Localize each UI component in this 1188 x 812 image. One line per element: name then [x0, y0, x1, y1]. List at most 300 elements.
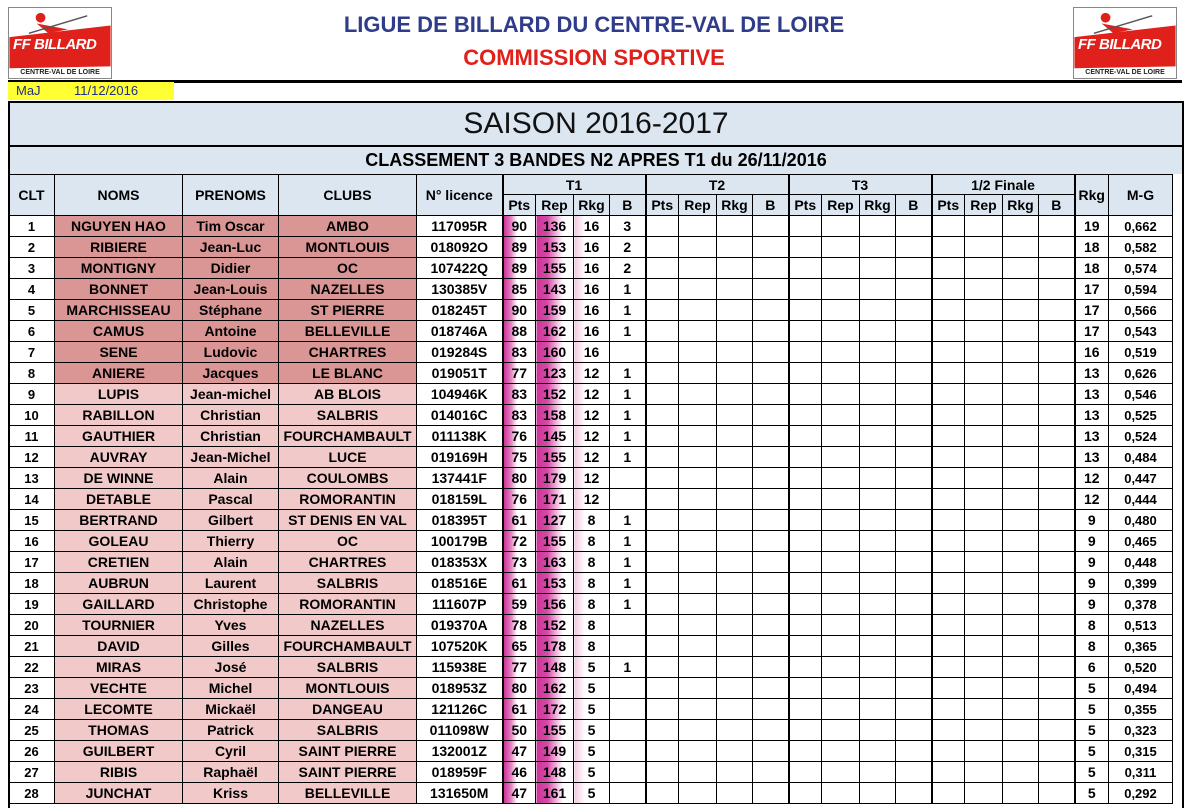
cell-clt: 20 — [9, 615, 55, 636]
empty-score-cell — [965, 447, 1003, 468]
empty-score-cell — [789, 489, 822, 510]
cell-rkg-total: 9 — [1075, 552, 1109, 573]
empty-score-cell — [965, 699, 1003, 720]
empty-score-cell — [717, 489, 753, 510]
empty-score-cell — [753, 573, 789, 594]
cell-nom: THOMAS — [55, 720, 183, 741]
empty-score-cell — [822, 783, 860, 804]
cell-t1-rkg: 8 — [574, 615, 610, 636]
empty-score-cell — [965, 216, 1003, 237]
empty-score-cell — [646, 363, 679, 384]
cell-rkg-total: 16 — [1075, 342, 1109, 363]
empty-score-cell — [679, 594, 717, 615]
empty-score-cell — [1003, 405, 1039, 426]
table-row — [9, 216, 1173, 237]
empty-score-cell — [753, 678, 789, 699]
empty-score-cell — [753, 468, 789, 489]
empty-score-cell — [679, 426, 717, 447]
empty-score-cell — [1039, 384, 1075, 405]
empty-score-cell — [1039, 531, 1075, 552]
empty-score-cell — [822, 468, 860, 489]
cell-club: FOURCHAMBAULT — [279, 426, 417, 447]
cell-t1-pts: 80 — [503, 468, 536, 489]
cell-rkg-total: 5 — [1075, 741, 1109, 762]
cell-clt: 4 — [9, 279, 55, 300]
empty-score-cell — [753, 216, 789, 237]
table-row — [9, 741, 1173, 762]
cell-t1-pts: 89 — [503, 258, 536, 279]
cell-t1-b: 2 — [610, 258, 646, 279]
cell-t1-pts: 88 — [503, 321, 536, 342]
cell-club: AMBO — [279, 216, 417, 237]
cell-t1-rkg: 16 — [574, 216, 610, 237]
cell-t1-pts: 85 — [503, 279, 536, 300]
cell-t1-pts: 83 — [503, 384, 536, 405]
cell-club: ST DENIS EN VAL — [279, 510, 417, 531]
cell-club: SAINT PIERRE — [279, 762, 417, 783]
empty-score-cell — [1039, 279, 1075, 300]
empty-score-cell — [679, 216, 717, 237]
empty-score-cell — [679, 300, 717, 321]
empty-score-cell — [965, 468, 1003, 489]
table-row — [9, 699, 1173, 720]
empty-score-cell — [860, 741, 896, 762]
cell-mg: 0,480 — [1109, 510, 1173, 531]
cell-nom: AUVRAY — [55, 447, 183, 468]
cell-mg: 0,292 — [1109, 783, 1173, 804]
cell-prenom: Jacques — [183, 363, 279, 384]
cell-t1-pts: 89 — [503, 237, 536, 258]
cell-t1-rkg: 5 — [574, 657, 610, 678]
table-row — [9, 573, 1173, 594]
empty-score-cell — [679, 237, 717, 258]
table-row — [9, 426, 1173, 447]
cell-nom: GAILLARD — [55, 594, 183, 615]
empty-score-cell — [753, 762, 789, 783]
empty-score-cell — [1039, 762, 1075, 783]
cell-t1-pts: 77 — [503, 363, 536, 384]
cell-prenom: Christian — [183, 426, 279, 447]
empty-score-cell — [1003, 363, 1039, 384]
table-row — [9, 510, 1173, 531]
cell-t1-b — [610, 342, 646, 363]
cell-prenom: Ludovic — [183, 342, 279, 363]
empty-score-cell — [1003, 594, 1039, 615]
empty-score-cell — [896, 363, 932, 384]
cell-licence: 018959F — [417, 762, 503, 783]
cell-t1-pts: 61 — [503, 699, 536, 720]
cell-t1-rkg: 12 — [574, 384, 610, 405]
empty-score-cell — [822, 720, 860, 741]
cell-mg: 0,494 — [1109, 678, 1173, 699]
empty-score-cell — [646, 657, 679, 678]
empty-score-cell — [753, 510, 789, 531]
empty-score-cell — [965, 615, 1003, 636]
cell-nom: MARCHISSEAU — [55, 300, 183, 321]
cell-prenom: Jean-Michel — [183, 447, 279, 468]
cell-prenom: Cyril — [183, 741, 279, 762]
empty-score-cell — [1003, 300, 1039, 321]
cell-t1-pts: 77 — [503, 657, 536, 678]
cell-prenom: Stéphane — [183, 300, 279, 321]
empty-score-cell — [860, 573, 896, 594]
subcol-rep-2: Rep — [679, 195, 717, 216]
cell-t1-rkg: 12 — [574, 468, 610, 489]
subcol-pts-1: Pts — [503, 195, 536, 216]
table-row — [9, 279, 1173, 300]
empty-score-cell — [896, 636, 932, 657]
cell-nom: MIRAS — [55, 657, 183, 678]
empty-score-cell — [1003, 447, 1039, 468]
empty-score-cell — [1003, 468, 1039, 489]
empty-score-cell — [717, 657, 753, 678]
empty-score-cell — [789, 363, 822, 384]
cell-clt: 10 — [9, 405, 55, 426]
cell-nom: BONNET — [55, 279, 183, 300]
empty-score-cell — [1039, 657, 1075, 678]
empty-score-cell — [679, 678, 717, 699]
cell-t1-pts: 83 — [503, 405, 536, 426]
cell-t1-rkg: 12 — [574, 426, 610, 447]
empty-score-cell — [932, 552, 965, 573]
table-row — [9, 657, 1173, 678]
empty-score-cell — [965, 762, 1003, 783]
empty-score-cell — [789, 405, 822, 426]
cell-club: ROMORANTIN — [279, 594, 417, 615]
empty-score-cell — [1039, 321, 1075, 342]
empty-score-cell — [1039, 678, 1075, 699]
empty-score-cell — [1003, 783, 1039, 804]
commission-title: COMMISSION SPORTIVE — [463, 45, 725, 70]
group-t1: T1 — [503, 175, 646, 195]
empty-score-cell — [789, 237, 822, 258]
cell-prenom: Kriss — [183, 783, 279, 804]
empty-score-cell — [753, 741, 789, 762]
cell-t1-rep: 155 — [536, 258, 574, 279]
cell-t1-pts: 76 — [503, 489, 536, 510]
empty-score-cell — [822, 531, 860, 552]
cell-mg: 0,315 — [1109, 741, 1173, 762]
empty-score-cell — [1003, 720, 1039, 741]
cell-licence: 107422Q — [417, 258, 503, 279]
cell-mg: 0,543 — [1109, 321, 1173, 342]
cell-t1-pts: 47 — [503, 741, 536, 762]
cell-t1-b: 1 — [610, 552, 646, 573]
empty-score-cell — [822, 510, 860, 531]
cell-t1-pts: 80 — [503, 678, 536, 699]
cell-club: ROMORANTIN — [279, 489, 417, 510]
cell-prenom: Alain — [183, 468, 279, 489]
empty-score-cell — [789, 657, 822, 678]
cell-clt: 23 — [9, 678, 55, 699]
col-clt: CLT — [9, 175, 55, 216]
empty-score-cell — [717, 762, 753, 783]
cell-club: COULOMBS — [279, 468, 417, 489]
empty-score-cell — [896, 678, 932, 699]
empty-score-cell — [646, 447, 679, 468]
empty-score-cell — [679, 321, 717, 342]
empty-score-cell — [896, 258, 932, 279]
empty-score-cell — [822, 426, 860, 447]
empty-score-cell — [753, 342, 789, 363]
cell-clt: 6 — [9, 321, 55, 342]
cell-licence: 115938E — [417, 657, 503, 678]
cell-prenom: Christophe — [183, 594, 279, 615]
cell-prenom: Gilles — [183, 636, 279, 657]
cell-clt: 28 — [9, 783, 55, 804]
cell-licence: 111607P — [417, 594, 503, 615]
empty-score-cell — [822, 615, 860, 636]
empty-score-cell — [646, 405, 679, 426]
empty-score-cell — [679, 552, 717, 573]
empty-score-cell — [860, 489, 896, 510]
cell-nom: GUILBERT — [55, 741, 183, 762]
empty-score-cell — [789, 720, 822, 741]
cell-licence: 018395T — [417, 510, 503, 531]
cell-nom: RABILLON — [55, 405, 183, 426]
table-row — [9, 237, 1173, 258]
empty-score-cell — [965, 279, 1003, 300]
cell-licence: 121126C — [417, 699, 503, 720]
cell-rkg-total: 13 — [1075, 405, 1109, 426]
cell-club: SALBRIS — [279, 573, 417, 594]
empty-score-cell — [860, 510, 896, 531]
cell-nom: DETABLE — [55, 489, 183, 510]
subcol-rkg-3: Rkg — [860, 195, 896, 216]
empty-score-cell — [1003, 489, 1039, 510]
empty-score-cell — [932, 594, 965, 615]
empty-score-cell — [1003, 321, 1039, 342]
cell-t1-rep: 172 — [536, 699, 574, 720]
cell-prenom: Christian — [183, 405, 279, 426]
cell-clt: 7 — [9, 342, 55, 363]
empty-score-cell — [932, 321, 965, 342]
cell-t1-b — [610, 741, 646, 762]
empty-score-cell — [789, 594, 822, 615]
empty-score-cell — [896, 720, 932, 741]
cell-rkg-total: 18 — [1075, 258, 1109, 279]
empty-score-cell — [717, 300, 753, 321]
cell-nom: NGUYEN HAO — [55, 216, 183, 237]
empty-score-cell — [932, 363, 965, 384]
empty-score-cell — [822, 321, 860, 342]
cell-rkg-total: 13 — [1075, 363, 1109, 384]
cell-licence: 019051T — [417, 363, 503, 384]
cell-prenom: Patrick — [183, 720, 279, 741]
cell-t1-b — [610, 783, 646, 804]
cell-nom: AUBRUN — [55, 573, 183, 594]
subcol-b-4: B — [1039, 195, 1075, 216]
cell-t1-pts: 76 — [503, 426, 536, 447]
empty-score-cell — [896, 762, 932, 783]
empty-score-cell — [932, 258, 965, 279]
cell-club: CHARTRES — [279, 342, 417, 363]
cell-rkg-total: 9 — [1075, 531, 1109, 552]
empty-score-cell — [896, 552, 932, 573]
empty-score-cell — [646, 342, 679, 363]
empty-score-cell — [822, 405, 860, 426]
empty-score-cell — [860, 405, 896, 426]
cell-t1-rep: 163 — [536, 552, 574, 573]
cell-licence: 018353X — [417, 552, 503, 573]
empty-score-cell — [860, 216, 896, 237]
cell-t1-rep: 145 — [536, 426, 574, 447]
subcol-b-1: B — [610, 195, 646, 216]
logo-brand-text: FF BILLARD — [13, 36, 97, 53]
cell-rkg-total: 18 — [1075, 237, 1109, 258]
empty-score-cell — [932, 300, 965, 321]
cell-t1-pts: 46 — [503, 762, 536, 783]
cell-t1-b: 1 — [610, 321, 646, 342]
empty-score-cell — [717, 237, 753, 258]
empty-score-cell — [1003, 699, 1039, 720]
empty-score-cell — [646, 573, 679, 594]
subcol-rkg-4: Rkg — [1003, 195, 1039, 216]
empty-score-cell — [789, 384, 822, 405]
empty-score-cell — [679, 636, 717, 657]
empty-score-cell — [965, 321, 1003, 342]
cell-licence: 132001Z — [417, 741, 503, 762]
cell-t1-rep: 127 — [536, 510, 574, 531]
empty-score-cell — [646, 510, 679, 531]
empty-score-cell — [860, 531, 896, 552]
cell-prenom: Alain — [183, 552, 279, 573]
cell-t1-b: 1 — [610, 363, 646, 384]
cell-prenom: Gilbert — [183, 510, 279, 531]
empty-score-cell — [646, 489, 679, 510]
cell-nom: DE WINNE — [55, 468, 183, 489]
empty-score-cell — [822, 594, 860, 615]
cell-clt: 14 — [9, 489, 55, 510]
cell-licence: 018516E — [417, 573, 503, 594]
group-semi-final: 1/2 Finale — [932, 175, 1075, 195]
table-row — [9, 531, 1173, 552]
empty-score-cell — [646, 615, 679, 636]
cell-licence: 019284S — [417, 342, 503, 363]
cell-prenom: Laurent — [183, 573, 279, 594]
empty-score-cell — [679, 720, 717, 741]
empty-score-cell — [753, 279, 789, 300]
cell-t1-pts: 73 — [503, 552, 536, 573]
empty-score-cell — [1003, 678, 1039, 699]
empty-score-cell — [717, 321, 753, 342]
empty-score-cell — [789, 615, 822, 636]
empty-score-cell — [1039, 783, 1075, 804]
cell-clt: 15 — [9, 510, 55, 531]
cell-t1-rep: 153 — [536, 237, 574, 258]
empty-score-cell — [679, 699, 717, 720]
empty-score-cell — [965, 237, 1003, 258]
cell-t1-rkg: 8 — [574, 531, 610, 552]
cell-nom: RIBIS — [55, 762, 183, 783]
empty-score-cell — [965, 573, 1003, 594]
cell-licence: 018746A — [417, 321, 503, 342]
table-row — [9, 720, 1173, 741]
empty-score-cell — [860, 258, 896, 279]
empty-score-cell — [1003, 342, 1039, 363]
empty-score-cell — [1039, 636, 1075, 657]
cell-t1-b: 1 — [610, 426, 646, 447]
empty-score-cell — [717, 510, 753, 531]
empty-score-cell — [753, 699, 789, 720]
cell-mg: 0,365 — [1109, 636, 1173, 657]
cell-t1-rep: 148 — [536, 657, 574, 678]
cell-t1-b: 1 — [610, 279, 646, 300]
cell-mg: 0,520 — [1109, 657, 1173, 678]
empty-score-cell — [1039, 573, 1075, 594]
empty-score-cell — [679, 342, 717, 363]
cell-mg: 0,323 — [1109, 720, 1173, 741]
empty-score-cell — [679, 384, 717, 405]
cell-club: LE BLANC — [279, 363, 417, 384]
empty-score-cell — [896, 594, 932, 615]
empty-score-cell — [965, 720, 1003, 741]
col-mg: M-G — [1109, 175, 1173, 216]
empty-score-cell — [1039, 342, 1075, 363]
empty-score-cell — [717, 531, 753, 552]
cell-t1-b: 1 — [610, 531, 646, 552]
cell-club: FOURCHAMBAULT — [279, 636, 417, 657]
cell-nom: VECHTE — [55, 678, 183, 699]
cell-licence: 019169H — [417, 447, 503, 468]
empty-score-cell — [717, 720, 753, 741]
empty-score-cell — [932, 762, 965, 783]
empty-score-cell — [860, 468, 896, 489]
cell-clt: 8 — [9, 363, 55, 384]
empty-score-cell — [932, 573, 965, 594]
cell-licence: 018245T — [417, 300, 503, 321]
empty-score-cell — [1039, 468, 1075, 489]
empty-score-cell — [896, 510, 932, 531]
logo-sub-text: CENTRE-VAL DE LOIRE — [20, 69, 100, 76]
cell-rkg-total: 5 — [1075, 783, 1109, 804]
cell-mg: 0,566 — [1109, 300, 1173, 321]
empty-score-cell — [1039, 741, 1075, 762]
cell-prenom: Tim Oscar — [183, 216, 279, 237]
cell-t1-b: 1 — [610, 510, 646, 531]
cell-clt: 2 — [9, 237, 55, 258]
cell-mg: 0,594 — [1109, 279, 1173, 300]
empty-score-cell — [646, 426, 679, 447]
cell-t1-rep: 136 — [536, 216, 574, 237]
cell-t1-rep: 156 — [536, 594, 574, 615]
empty-score-cell — [860, 552, 896, 573]
cell-rkg-total: 5 — [1075, 678, 1109, 699]
empty-score-cell — [753, 300, 789, 321]
empty-score-cell — [860, 279, 896, 300]
cell-nom: MONTIGNY — [55, 258, 183, 279]
empty-score-cell — [965, 657, 1003, 678]
table-row — [9, 300, 1173, 321]
empty-score-cell — [646, 279, 679, 300]
empty-score-cell — [717, 783, 753, 804]
cell-club: OC — [279, 258, 417, 279]
cell-mg: 0,378 — [1109, 594, 1173, 615]
cell-club: LUCE — [279, 447, 417, 468]
cell-t1-rkg: 16 — [574, 237, 610, 258]
cell-t1-rep: 162 — [536, 678, 574, 699]
empty-score-cell — [646, 678, 679, 699]
subcol-rep-4: Rep — [965, 195, 1003, 216]
cell-t1-rep: 148 — [536, 762, 574, 783]
empty-score-cell — [1039, 510, 1075, 531]
empty-score-cell — [1039, 594, 1075, 615]
subcol-rkg-1: Rkg — [574, 195, 610, 216]
cell-t1-b: 1 — [610, 447, 646, 468]
empty-score-cell — [646, 321, 679, 342]
empty-score-cell — [860, 699, 896, 720]
empty-score-cell — [896, 468, 932, 489]
